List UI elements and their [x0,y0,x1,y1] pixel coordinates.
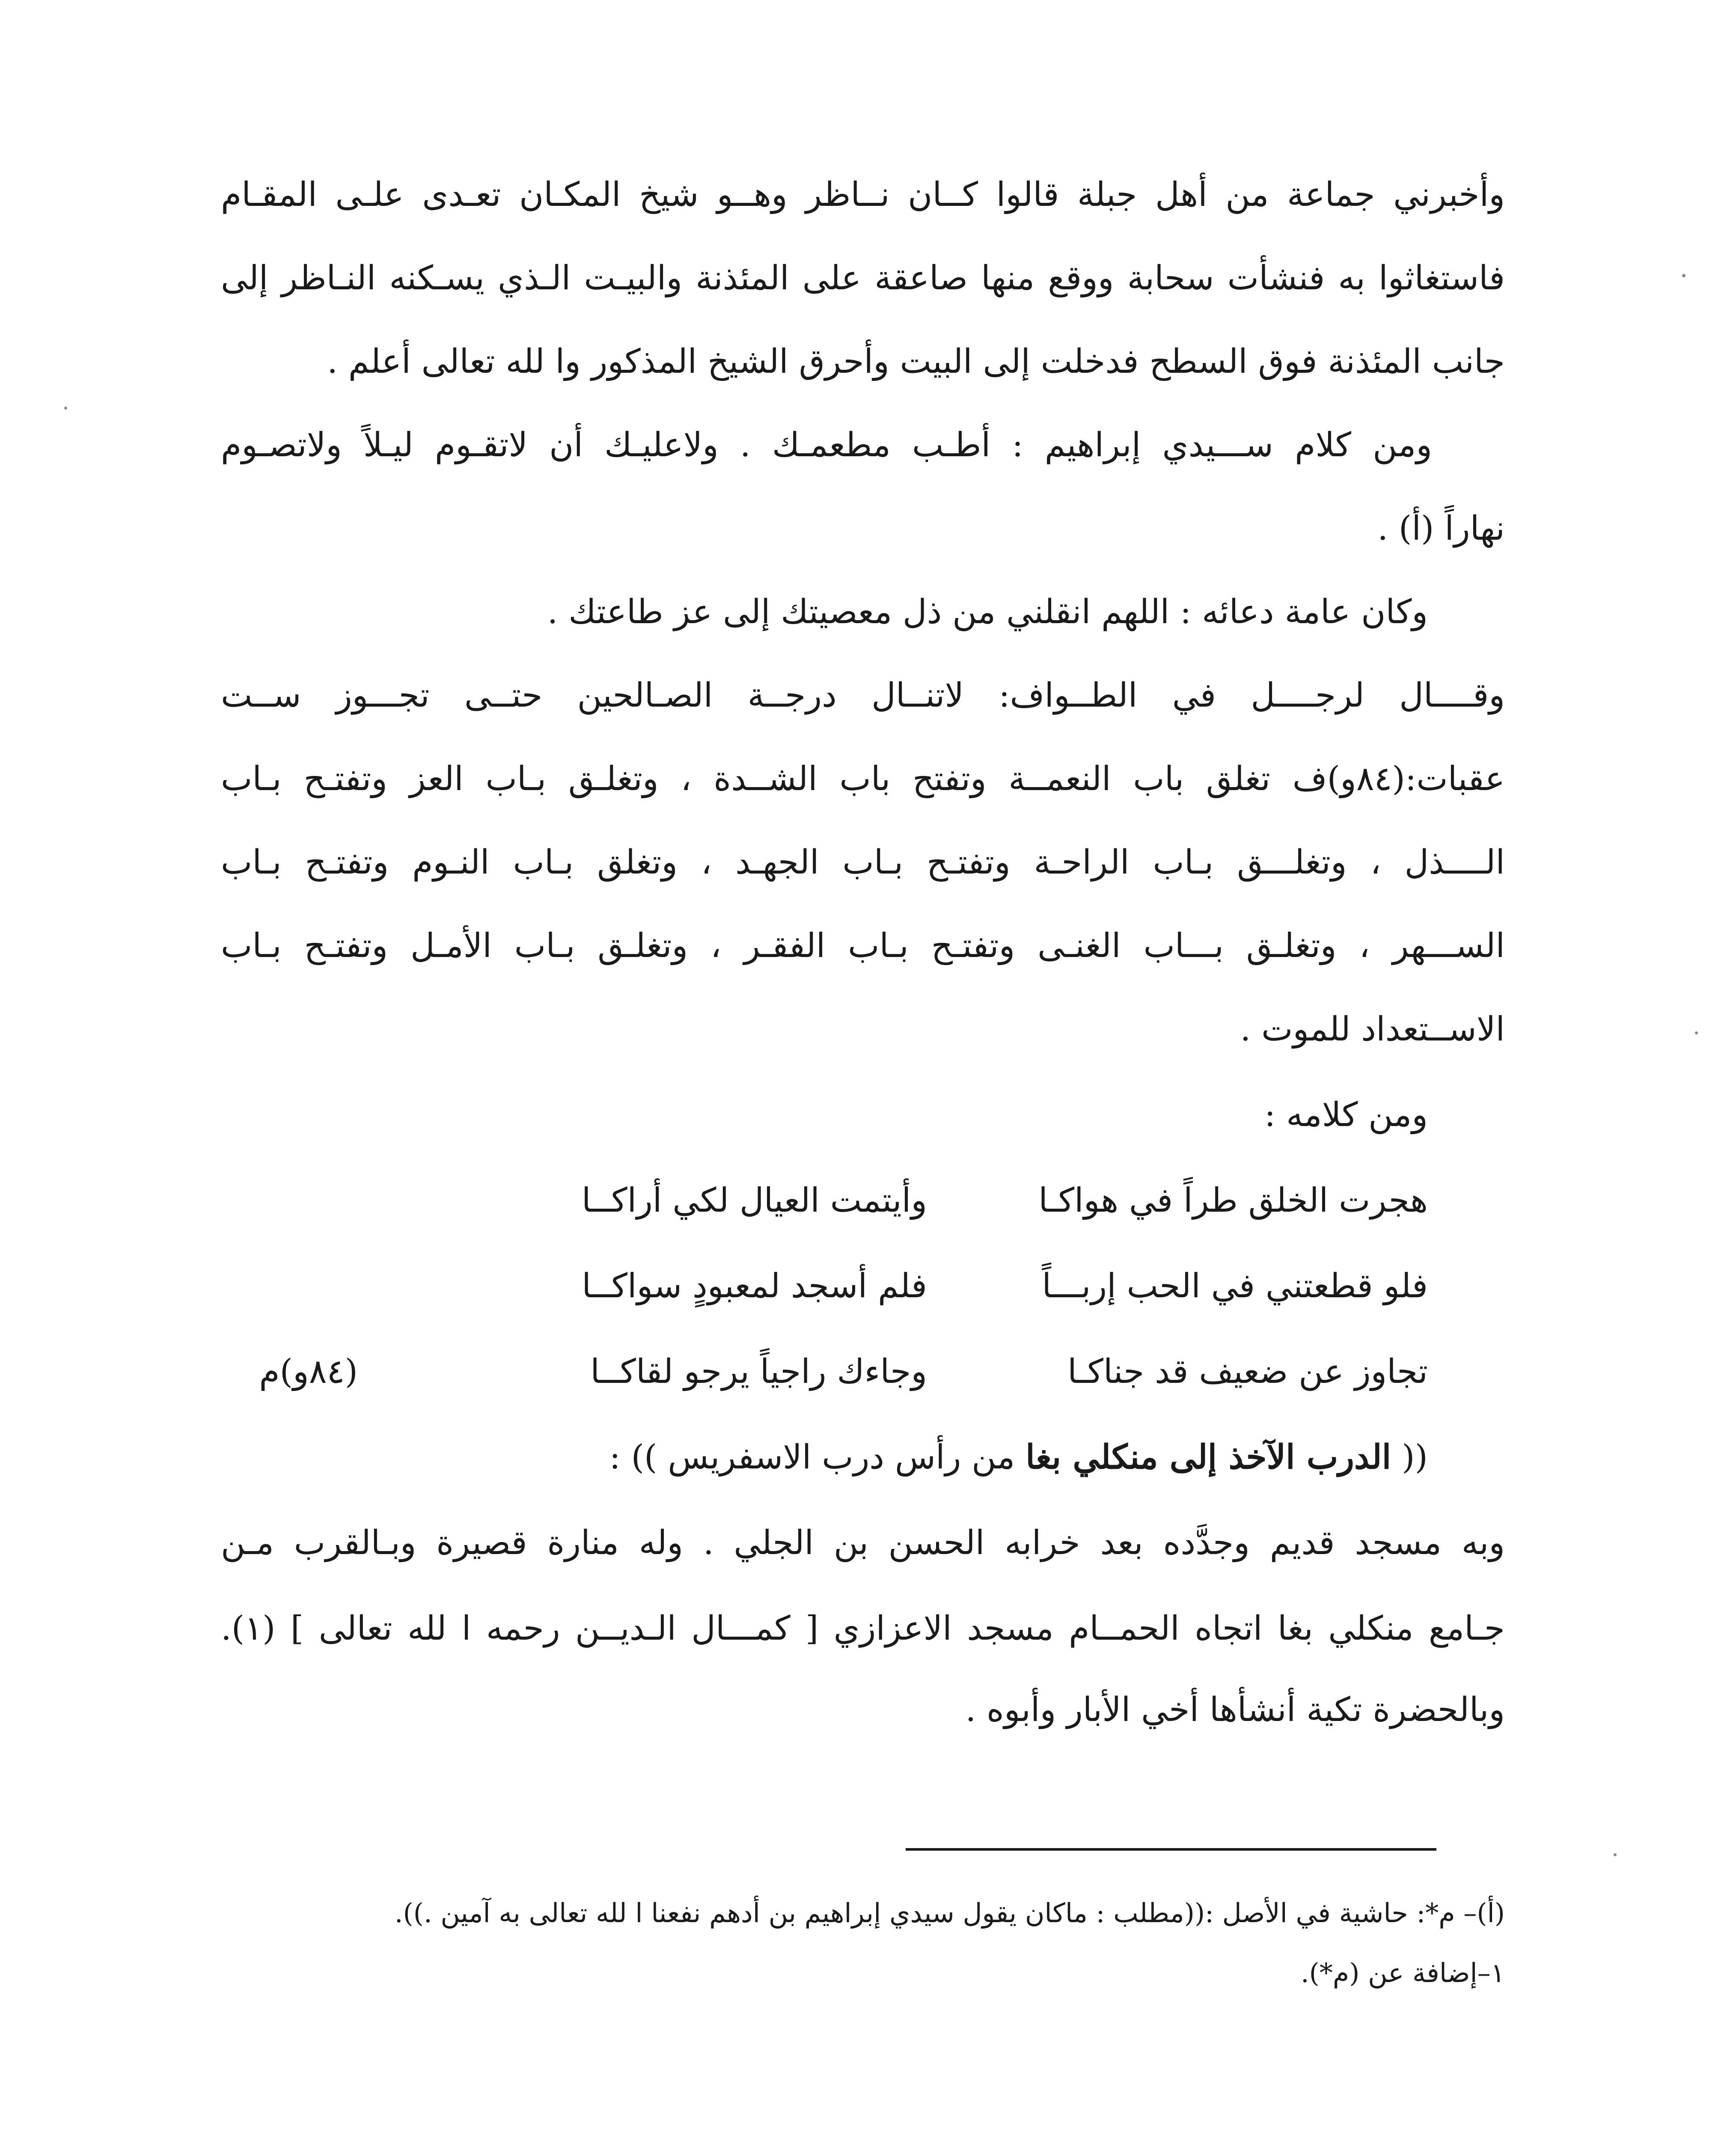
body-line: الــــذل ، وتغلـــق بـاب الراحـة وتفتـح بـاب الجهـد ، وتغلق بـاب النـوم وتفتـح بـاب [221,843,1505,882]
scan-speck [1695,1031,1698,1034]
footnote: (أ)– م*: حاشية في الأصل :((مطلب : ماكان يقول سيدي إبراهيم بن أدهم نفعنا ا لله تعالى به آمين .)). [394,1897,1505,1929]
folio-marker: (٨٤و)م [259,1352,358,1391]
body-line: الاســتعداد للموت . [1240,1010,1505,1049]
footnote-separator [906,1848,1436,1851]
verse-first-hemistich: تجاوز عن ضعيف قد جناكـا [1067,1352,1428,1391]
body-line: الســـهر ، وتغلـق بـــاب الغنـى وتفتـح بـاب الفقـر ، وتغلـق بـاب الأمـل وتفتـح بـاب [221,927,1505,965]
body-line: جـامع منكلي بغا اتجاه الحمــام مسجد الاعزازي [ كمـــال الـديــن رحمه ا لله تعالى ] (١). [221,1609,1505,1648]
body-line: وبه مسجد قديم وجدَّده بعد خرابه الحسن بن الجلي . وله منارة قصيرة وبـالقرب مـن [221,1524,1505,1562]
body-line: وقــــال لرجــــل في الطــواف: لاتنــال درجــة الصـالحين حتــى تجـــوز ســت [221,676,1505,715]
scan-speck [1614,1853,1617,1856]
verse-second-hemistich: وجاءك راجياً يرجو لقاكــا [590,1352,927,1391]
verse-first-hemistich: فلو قطعتني في الحب إربـــاً [1042,1267,1428,1305]
heading-rest: من رأس درب الاسفريس )) : [609,1438,1015,1477]
heading-bold-title: الدرب الآخذ إلى منكلي بغا [1026,1438,1391,1477]
verse-first-hemistich: هجرت الخلق طراً في هواكـا [1038,1181,1428,1220]
body-line: ومن كلامه : [1264,1096,1428,1134]
heading-open: (( [1402,1438,1428,1477]
scan-speck [1682,274,1685,277]
scan-speck [64,407,67,410]
body-line: وبالحضرة تكية أنشأها أخي الأبار وأبوه . [965,1691,1505,1729]
section-heading [229,1432,1428,1483]
body-line: عقبات:(٨٤و)ف تغلق باب النعمــة وتفتح باب الشــدة ، وتغلـق بـاب العز وتفتـح بـاب [221,760,1505,798]
body-line: وأخبرني جماعة من أهل جبلة قالوا كــان نــاظر وهــو شيخ المكـان تعـدى علـى المقـام [221,175,1505,214]
footnote: ١–إضافة عن (م*). [1300,1957,1505,1988]
body-line: فاستغاثوا به فنشأت سحابة ووقع منها صاعقة على المئذنة والبيـت الـذي يسـكنه النـاظر إلى [221,259,1505,297]
body-line: جانب المئذنة فوق السطح فدخلت إلى البيت وأحرق الشيخ المذكور وا لله تعالى أعلم . [327,342,1505,381]
body-line: نهاراً (أ) . [1377,509,1505,548]
verse-second-hemistich: فلم أسجد لمعبودٍ سواكــا [582,1267,927,1305]
verse-second-hemistich: وأيتمت العيال لكي أراكــا [581,1181,927,1220]
body-line: ومن كلام ســـيدي إبراهيم : أطـب مطعمـك . ولاعليـك أن لاتقـوم ليـلاً ولاتصـوم [221,426,1432,464]
body-line: وكان عامة دعائه : اللهم انقلني من ذل معصيتك إلى عز طاعتك . [547,593,1428,631]
